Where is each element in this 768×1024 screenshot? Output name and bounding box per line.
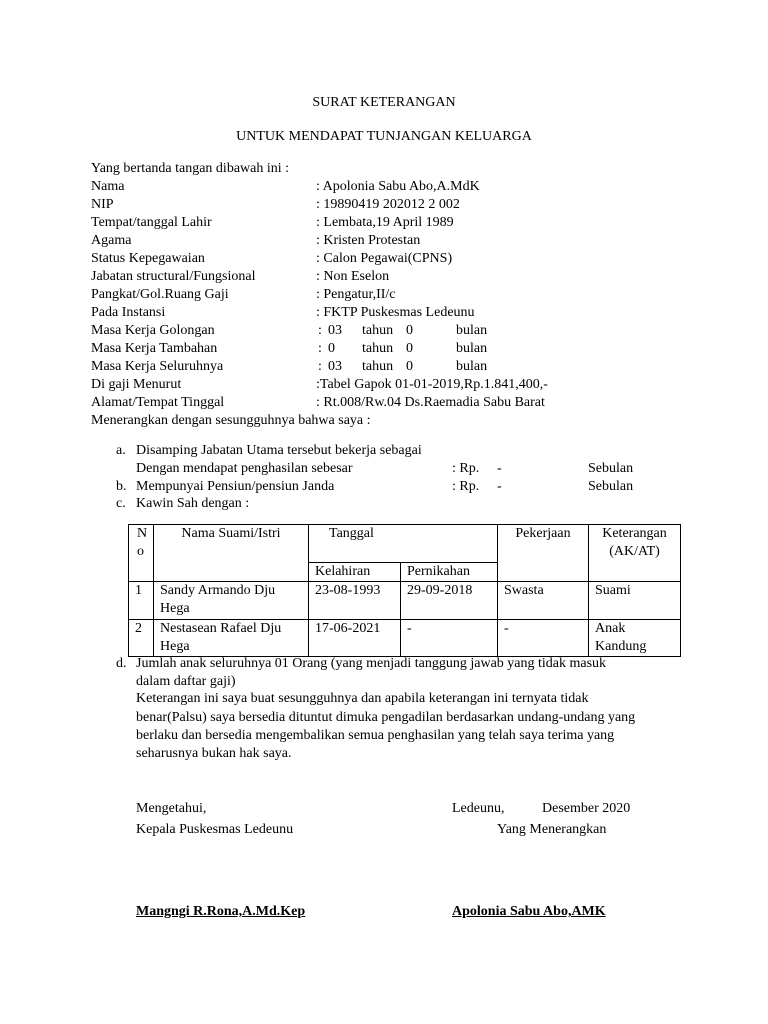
field-label-rank: Pangkat/Gol.Ruang Gaji xyxy=(91,287,229,302)
signature-left-title: Kepala Puskesmas Ledeunu xyxy=(136,822,294,837)
mk-seluruhnya-months: 0 xyxy=(406,359,413,374)
row-name: Sandy Armando Dju Hega xyxy=(154,582,309,620)
field-label-religion: Agama xyxy=(91,233,132,248)
header-no: No xyxy=(129,525,154,582)
item-d-marker: d. xyxy=(116,656,127,671)
field-value-position: : Non Eselon xyxy=(316,269,390,284)
header-job: Pekerjaan xyxy=(498,525,589,582)
header-marriage: Pernikahan xyxy=(401,563,498,582)
field-label-salary: Di gaji Menurut xyxy=(91,377,182,392)
header-birth: Kelahiran xyxy=(309,563,401,582)
item-a-period: Sebulan xyxy=(588,461,634,476)
header-name: Nama Suami/Istri xyxy=(154,525,309,582)
item-b-amount: - xyxy=(497,479,502,494)
mk-golongan-tahun: tahun xyxy=(362,323,394,338)
signature-right-name: Apolonia Sabu Abo,AMK xyxy=(452,904,606,919)
row-note: Anak Kandung xyxy=(589,620,681,657)
row-job: Swasta xyxy=(498,582,589,620)
mk-golongan-months: 0 xyxy=(406,323,413,338)
closing-line-1: Keterangan ini saya buat sesungguhnya dan apabila keterangan ini ternyata tidak xyxy=(136,691,589,706)
item-a-rp: : Rp. xyxy=(452,461,480,476)
item-b-text: Mempunyai Pensiun/pensiun Janda xyxy=(136,479,335,494)
field-label-nama: Nama xyxy=(91,179,125,194)
field-label-status: Status Kepegawaian xyxy=(91,251,205,266)
mk-tambahan-tahun: tahun xyxy=(362,341,394,356)
row-birth: 17-06-2021 xyxy=(309,620,401,657)
item-a-marker: a. xyxy=(116,443,126,458)
mk-golongan-years: 03 xyxy=(328,323,342,338)
field-label-agency: Pada Instansi xyxy=(91,305,166,320)
field-value-religion: : Kristen Protestan xyxy=(316,233,421,248)
field-label-nip: NIP xyxy=(91,197,114,212)
field-value-agency: : FKTP Puskesmas Ledeunu xyxy=(316,305,475,320)
item-b-period: Sebulan xyxy=(588,479,634,494)
item-a-line2: Dengan mendapat penghasilan sebesar xyxy=(136,461,353,476)
row-note: Suami xyxy=(589,582,681,620)
intro-text: Yang bertanda tangan dibawah ini : xyxy=(91,161,290,176)
row-birth: 23-08-1993 xyxy=(309,582,401,620)
closing-line-4: seharusnya bukan hak saya. xyxy=(136,746,292,761)
item-d-line2: dalam daftar gaji) xyxy=(136,674,236,689)
field-value-birth: : Lembata,19 April 1989 xyxy=(316,215,454,230)
signature-place: Ledeunu, xyxy=(452,801,505,816)
item-c-marker: c. xyxy=(116,496,126,511)
mk-tambahan-bulan: bulan xyxy=(456,341,488,356)
field-label-birth: Tempat/tanggal Lahir xyxy=(91,215,212,230)
statement-text: Menerangkan dengan sesungguhnya bahwa saya : xyxy=(91,413,371,428)
row-no: 2 xyxy=(129,620,154,657)
mk-seluruhnya-years: 03 xyxy=(328,359,342,374)
signature-right-title: Yang Menerangkan xyxy=(497,822,607,837)
mk-golongan-colon: : xyxy=(318,323,322,338)
row-job: - xyxy=(498,620,589,657)
field-value-nip: : 19890419 202012 2 002 xyxy=(316,197,460,212)
field-label-address: Alamat/Tempat Tinggal xyxy=(91,395,225,410)
field-label-mk-tambahan: Masa Kerja Tambahan xyxy=(91,341,218,356)
signature-left-name: Mangngi R.Rona,A.Md.Kep xyxy=(136,904,306,919)
field-label-position: Jabatan structural/Fungsional xyxy=(91,269,256,284)
mk-tambahan-years: 0 xyxy=(328,341,335,356)
field-value-rank: : Pengatur,II/c xyxy=(316,287,396,302)
document-title: SURAT KETERANGAN xyxy=(312,95,456,110)
row-no: 1 xyxy=(129,582,154,620)
header-date: Tanggal xyxy=(309,525,498,563)
item-a-amount: - xyxy=(497,461,502,476)
field-value-nama: : Apolonia Sabu Abo,A.MdK xyxy=(316,179,480,194)
family-table xyxy=(128,524,681,657)
mk-seluruhnya-tahun: tahun xyxy=(362,359,394,374)
table-row xyxy=(129,620,681,657)
row-marriage: - xyxy=(401,620,498,657)
signature-left-label: Mengetahui, xyxy=(136,801,207,816)
row-marriage: 29-09-2018 xyxy=(401,582,498,620)
field-label-mk-seluruhnya: Masa Kerja Seluruhnya xyxy=(91,359,224,374)
closing-line-2: benar(Palsu) saya bersedia dituntut dimuka pengadilan berdasarkan undang-undang yang xyxy=(136,710,636,725)
field-label-mk-golongan: Masa Kerja Golongan xyxy=(91,323,215,338)
closing-line-3: berlaku dan bersedia mengembalikan semua penghasilan yang telah saya terima yang xyxy=(136,728,615,743)
field-value-address: : Rt.008/Rw.04 Ds.Raemadia Sabu Barat xyxy=(316,395,545,410)
table-header-row xyxy=(129,525,681,563)
mk-tambahan-colon: : xyxy=(318,341,322,356)
mk-tambahan-months: 0 xyxy=(406,341,413,356)
table-row xyxy=(129,582,681,620)
row-name: Nestasean Rafael Dju Hega xyxy=(154,620,309,657)
item-a-line1: Disamping Jabatan Utama tersebut bekerja sebagai xyxy=(136,443,422,458)
item-d-line1: Jumlah anak seluruhnya 01 Orang (yang menjadi tanggung jawab yang tidak masuk xyxy=(136,656,607,671)
field-value-status: : Calon Pegawai(CPNS) xyxy=(316,251,453,266)
item-b-rp: : Rp. xyxy=(452,479,480,494)
field-value-salary: :Tabel Gapok 01-01-2019,Rp.1.841,400,- xyxy=(316,377,548,392)
signature-date: Desember 2020 xyxy=(542,801,631,816)
mk-seluruhnya-bulan: bulan xyxy=(456,359,488,374)
item-c-text: Kawin Sah dengan : xyxy=(136,496,250,511)
header-note: Keterangan (AK/AT) xyxy=(589,525,681,582)
mk-golongan-bulan: bulan xyxy=(456,323,488,338)
item-b-marker: b. xyxy=(116,479,127,494)
document-subtitle: UNTUK MENDAPAT TUNJANGAN KELUARGA xyxy=(236,129,532,144)
mk-seluruhnya-colon: : xyxy=(318,359,322,374)
